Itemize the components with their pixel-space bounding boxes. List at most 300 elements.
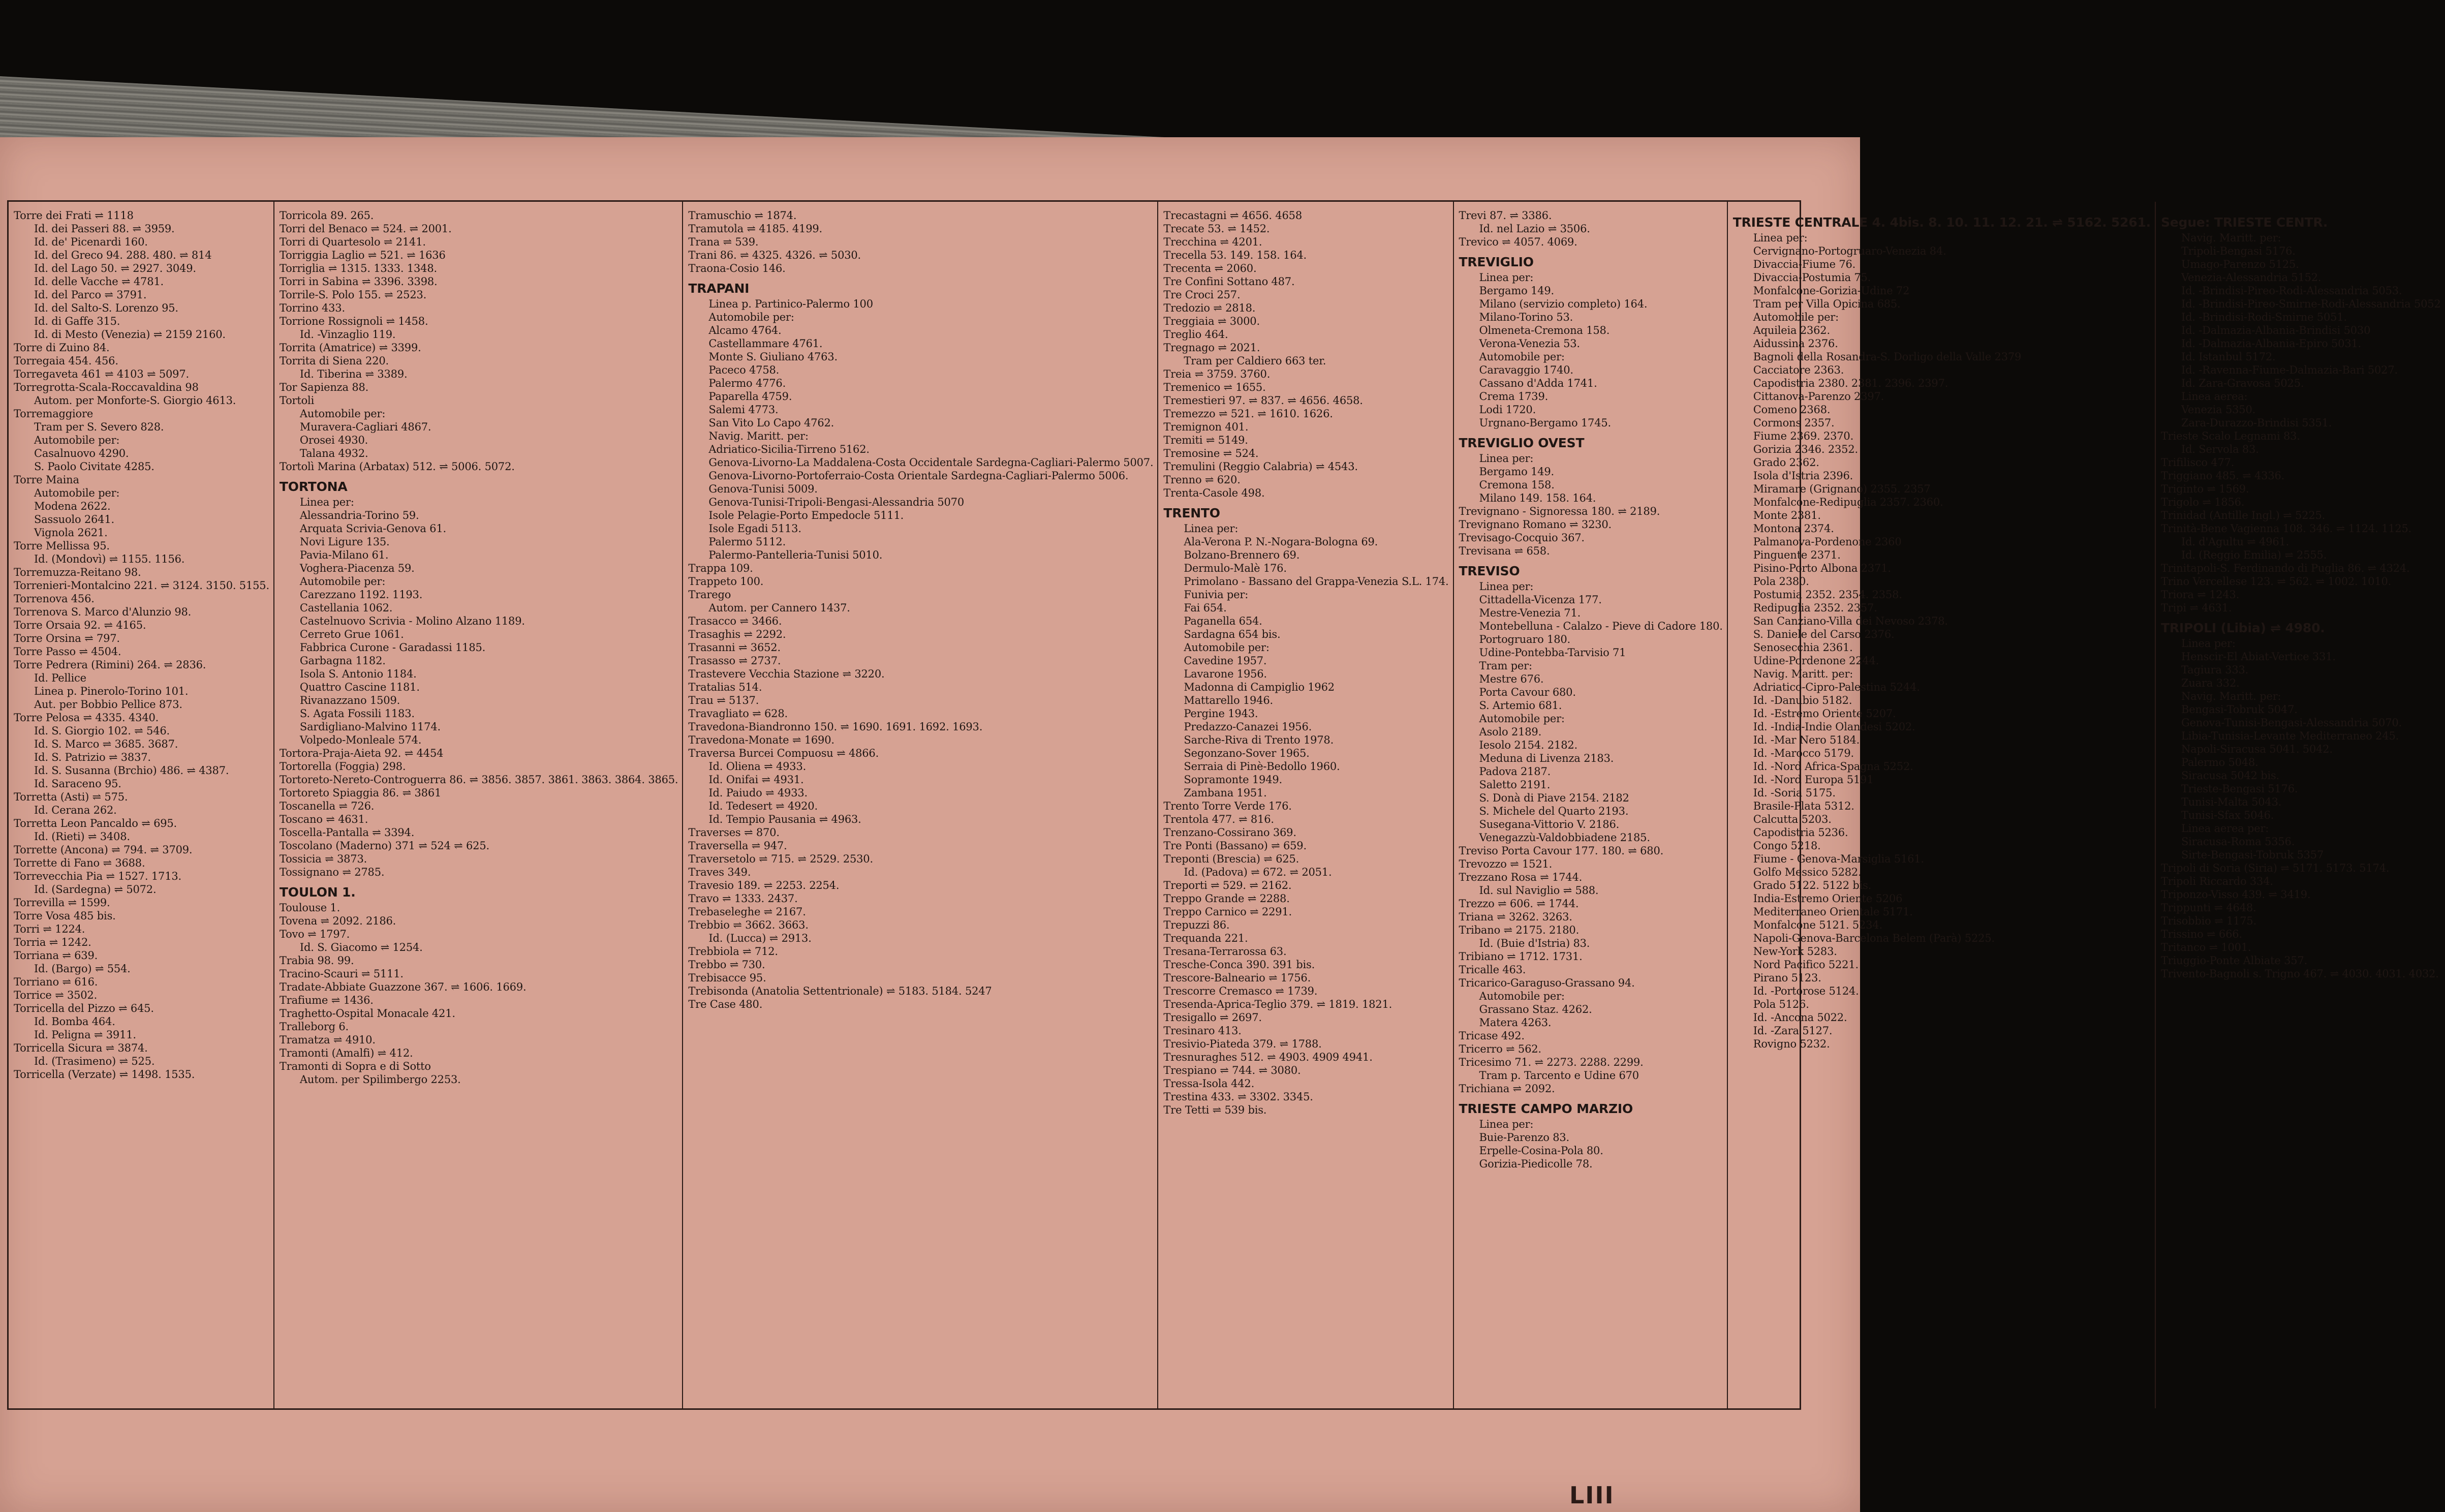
index-subentry: Zuara 332.: [2181, 677, 2240, 689]
index-subentry: Id. Servola 83.: [2181, 443, 2259, 455]
index-subentry: Castellania 1062.: [299, 602, 393, 614]
index-entry: Trevisana ⇌ 658.: [1459, 545, 1550, 557]
index-subentry: Quattro Cascine 1181.: [299, 681, 420, 693]
index-subentry: Id. -Brindisi-Pireo-Rodi-Alessandria 5053.: [2181, 285, 2402, 297]
index-entry: Tremignon 401.: [1163, 421, 1249, 433]
index-subentry: Cassano d'Adda 1741.: [1479, 377, 1597, 389]
index-entry: Tremenico ⇌ 1655.: [1163, 381, 1266, 393]
section-heading: TORTONA: [279, 479, 348, 494]
index-subentry: Id. Onifai ⇌ 4931.: [708, 774, 804, 786]
index-subentry: Segonzano-Sover 1965.: [1184, 747, 1310, 759]
section-heading: TRIESTE CAMPO MARZIO: [1459, 1101, 1633, 1116]
index-subentry: Pirano 5123.: [1753, 972, 1821, 984]
index-entry: Travedona-Monate ⇌ 1690.: [688, 734, 834, 746]
index-subentry: Id. di Mesto (Venezia) ⇌ 2159 2160.: [34, 328, 226, 341]
index-subentry: Automobile per:: [299, 408, 386, 420]
index-subentry: Cervignano-Portogruaro-Venezia 84.: [1753, 245, 1946, 257]
index-entry: Treporti ⇌ 529. ⇌ 2162.: [1163, 879, 1292, 891]
index-subentry: Navig. Maritt. per:: [2181, 690, 2281, 702]
index-subentry: Id. (Sardegna) ⇌ 5072.: [34, 883, 157, 896]
index-subentry: Montebelluna - Calalzo - Pieve di Cadore 180.: [1479, 620, 1723, 632]
index-subentry: Adriatico-Sicilia-Tirreno 5162.: [708, 443, 870, 455]
index-subentry: Matera 4263.: [1479, 1016, 1552, 1029]
index-entry: Trecenta ⇌ 2060.: [1163, 262, 1257, 274]
index-entry: Trento Torre Verde 176.: [1163, 800, 1292, 812]
index-subentry: Montona 2374.: [1753, 522, 1834, 535]
index-entry: Treglio 464.: [1163, 328, 1228, 341]
index-subentry: Susegana-Vittorio V. 2186.: [1479, 818, 1620, 830]
index-subentry: Id. S. Patrizio ⇌ 3837.: [34, 751, 151, 763]
index-subentry: Adriatico-Cipro-Palestina 5244.: [1753, 681, 1920, 693]
index-subentry: Autom. per Monforte-S. Giorgio 4613.: [34, 394, 236, 407]
index-entry: Tresinaro 413.: [1163, 1025, 1242, 1037]
index-entry: Torregaveta 461 ⇌ 4103 ⇌ 5097.: [14, 368, 189, 380]
index-entry: Torrile-S. Polo 155. ⇌ 2523.: [279, 289, 427, 301]
index-subentry: Id. -Estremo Oriente 5207.: [1753, 707, 1896, 720]
index-subentry: Id. (Trasimeno) ⇌ 525.: [34, 1055, 155, 1067]
index-subentry: Vignola 2621.: [34, 527, 108, 539]
index-entry: Trana ⇌ 539.: [688, 236, 759, 248]
index-entry: Tovo ⇌ 1797.: [279, 928, 350, 940]
index-subentry: Id. -India-Indie Olandesi 5202.: [1753, 721, 1915, 733]
index-subentry: Id. Oliena ⇌ 4933.: [708, 760, 807, 773]
index-subentry: Id. del Parco ⇌ 3791.: [34, 289, 147, 301]
index-entry: Triora ⇌ 1243.: [2160, 589, 2240, 601]
index-subentry: Bagnoli della Rosandra-S. Dorligo della Valle 2379: [1753, 351, 2022, 363]
section-heading: TREVIGLIO: [1459, 255, 1534, 269]
index-subentry: Id. Tempio Pausania ⇌ 4963.: [708, 813, 861, 825]
index-subentry: Grado 2362.: [1753, 456, 1819, 469]
index-subentry: Senosecchia 2361.: [1753, 641, 1853, 654]
index-subentry: San Canziano-Villa dei Nevoso 2378.: [1753, 615, 1948, 627]
index-entry: Trequanda 221.: [1163, 932, 1248, 944]
index-entry: Torre Mellissa 95.: [14, 540, 110, 552]
index-subentry: Modena 2622.: [34, 500, 111, 512]
index-subentry: Novi Ligure 135.: [299, 536, 390, 548]
index-entry: Trevisago-Cocquio 367.: [1459, 532, 1585, 544]
index-entry: Torremuzza-Reitano 98.: [14, 566, 141, 578]
index-subentry: Aquileia 2362.: [1753, 324, 1830, 336]
index-entry: Tresigallo ⇌ 2697.: [1163, 1011, 1262, 1024]
index-subentry: Automobile per:: [34, 434, 120, 446]
index-subentry: Monfalcone-Gorizia-Udine 72: [1753, 285, 1910, 297]
index-entry: Trebbiola ⇌ 712.: [688, 945, 778, 958]
index-entry: Traghetto-Ospital Monacale 421.: [279, 1007, 455, 1020]
page-number: LIII: [1569, 1482, 1615, 1509]
index-subentry: Paceco 4758.: [708, 364, 780, 376]
index-subentry: Id. nel Lazio ⇌ 3506.: [1479, 223, 1590, 235]
index-entry: Trau ⇌ 5137.: [688, 694, 759, 706]
index-subentry: Id. -Marocco 5179.: [1753, 747, 1854, 759]
index-subentry: Id. delle Vacche ⇌ 4781.: [34, 275, 164, 288]
index-entry: Torre Maina: [14, 474, 79, 486]
index-subentry: Aut. per Bobbio Pellice 873.: [34, 698, 182, 711]
index-column-5: [1454, 202, 1728, 1408]
index-entry: Tortora-Praja-Aieta 92. ⇌ 4454: [279, 747, 444, 759]
index-entry: Tresche-Conca 390. 391 bis.: [1163, 959, 1315, 971]
index-subentry: Id. de' Picenardi 160.: [34, 236, 148, 248]
index-entry: Torrino 433.: [279, 302, 345, 314]
index-subentry: Navig. Maritt. per:: [1753, 668, 1853, 680]
index-entry: Treponti (Brescia) ⇌ 625.: [1163, 853, 1299, 865]
index-entry: Trieste Scalo Legnami 83.: [2160, 430, 2300, 442]
index-subentry: Id. Istanbul 5172.: [2181, 351, 2276, 363]
index-subentry: Nord Pacifico 5221.: [1753, 959, 1859, 971]
index-subentry: S. Donà di Piave 2154. 2182: [1479, 792, 1629, 804]
index-subentry: Venezia 5350.: [2181, 404, 2256, 416]
index-subentry: Saletto 2191.: [1479, 779, 1551, 791]
index-entry: Torre Orsina ⇌ 797.: [14, 632, 120, 644]
index-entry: Tresenda-Aprica-Teglio 379. ⇌ 1819. 1821.: [1163, 998, 1392, 1010]
index-entry: Travo ⇌ 1333. 2437.: [688, 892, 798, 905]
index-entry: Torriggia Laglio ⇌ 521. ⇌ 1636: [279, 249, 446, 261]
index-subentry: Fiume - Genova-Marsiglia 5161.: [1753, 853, 1924, 865]
index-subentry: Id. S. Marco ⇌ 3685. 3687.: [34, 738, 178, 750]
index-subentry: Verona-Venezia 53.: [1479, 337, 1580, 350]
index-subentry: Id. d'Agultu ⇌ 4961.: [2181, 536, 2289, 548]
index-subentry: Tram per S. Severo 828.: [34, 421, 164, 433]
index-subentry: Dermulo-Malè 176.: [1184, 562, 1287, 574]
index-entry: Trevozzo ⇌ 1521.: [1459, 858, 1553, 870]
index-entry: Tor Sapienza 88.: [279, 381, 369, 393]
index-subentry: Bergamo 149.: [1479, 285, 1554, 297]
index-subentry: Linea aerea per:: [2181, 822, 2269, 835]
index-subentry: Fabbrica Curone - Garadassi 1185.: [299, 641, 486, 654]
index-entry: Torri di Quartesolo ⇌ 2141.: [279, 236, 426, 248]
index-subentry: Talana 4932.: [299, 447, 368, 459]
index-subentry: Lodi 1720.: [1479, 404, 1536, 416]
index-entry: Tremiti ⇌ 5149.: [1163, 434, 1248, 446]
index-entry: Tracino-Scauri ⇌ 5111.: [279, 968, 404, 980]
index-subentry: Sardagna 654 bis.: [1184, 628, 1281, 640]
index-entry: Torrenova S. Marco d'Alunzio 98.: [14, 606, 192, 618]
index-subentry: Id. (Padova) ⇌ 672. ⇌ 2051.: [1184, 866, 1332, 878]
index-subentry: Cacciatore 2363.: [1753, 364, 1844, 376]
index-entry: Trichiana ⇌ 2092.: [1459, 1083, 1555, 1095]
index-subentry: Linea p. Pinerolo-Torino 101.: [34, 685, 189, 697]
index-entry: Torrevecchia Pia ⇌ 1527. 1713.: [14, 870, 182, 882]
index-subentry: Id. Peligna ⇌ 3911.: [34, 1029, 136, 1041]
index-subentry: Id. Tedesert ⇌ 4920.: [708, 800, 818, 812]
index-subentry: Mestre-Venezia 71.: [1479, 607, 1581, 619]
index-entry: Trecastagni ⇌ 4656. 4658: [1163, 209, 1302, 222]
index-entry: Torre di Zuino 84.: [14, 342, 110, 354]
index-subentry: Automobile per:: [1184, 641, 1270, 654]
index-entry: Torrenieri-Montalcino 221. ⇌ 3124. 3150. 5155.: [14, 579, 269, 592]
index-entry: Toscella-Pantalla ⇌ 3394.: [279, 826, 415, 839]
index-subentry: Portogruaro 180.: [1479, 633, 1570, 645]
index-subentry: Mediterraneo Orientale 5171.: [1753, 906, 1913, 918]
index-entry: Toulouse 1.: [279, 902, 341, 914]
index-entry: Trevignano Romano ⇌ 3230.: [1459, 518, 1612, 531]
index-entry: Torretta (Asti) ⇌ 575.: [14, 791, 128, 803]
index-entry: Trescorre Cremasco ⇌ 1739.: [1163, 985, 1318, 997]
index-entry: Triggiano 485. ⇌ 4336.: [2160, 470, 2285, 482]
section-heading: TRIESTE CENTRALE 4. 4bis. 8. 10. 11. 12. 21. ⇌ 5162. 5261.: [1732, 215, 2151, 230]
index-subentry: Id. del Lago 50. ⇌ 2927. 3049.: [34, 262, 196, 274]
index-subentry: Siracusa-Roma 5356.: [2181, 836, 2295, 848]
index-subentry: Linea per:: [1479, 1118, 1534, 1130]
index-entry: Tressa-Isola 442.: [1163, 1077, 1255, 1090]
index-entry: Tortoreto Spiaggia 86. ⇌ 3861: [279, 787, 442, 799]
index-entry: Trevignano - Signoressa 180. ⇌ 2189.: [1459, 505, 1660, 517]
index-entry: Trecchina ⇌ 4201.: [1163, 236, 1262, 248]
index-subentry: Cerreto Grue 1061.: [299, 628, 404, 640]
index-subentry: Alcamo 4764.: [708, 324, 782, 336]
index-entry: Tremezzo ⇌ 521. ⇌ 1610. 1626.: [1163, 408, 1333, 420]
index-subentry: Automobile per:: [708, 311, 794, 323]
index-subentry: Id. -Danubio 5182.: [1753, 694, 1852, 706]
index-subentry: Cavedine 1957.: [1184, 655, 1267, 667]
index-subentry: Id. -Nord Africa-Spagna 5252.: [1753, 760, 1913, 773]
index-entry: Trestina 433. ⇌ 3302. 3345.: [1163, 1091, 1313, 1103]
index-entry: Tortoreto-Nereto-Controguerra 86. ⇌ 3856. 3857. 3861. 3863. 3864. 3865.: [279, 774, 678, 786]
index-subentry: Milano 149. 158. 164.: [1479, 492, 1596, 504]
index-entry: Trevico ⇌ 4057. 4069.: [1459, 236, 1577, 248]
index-entry: Tricase 492.: [1459, 1030, 1525, 1042]
index-subentry: Ala-Verona P. N.-Nogara-Bologna 69.: [1184, 536, 1378, 548]
index-subentry: Id. S. Giorgio 102. ⇌ 546.: [34, 725, 170, 737]
index-subentry: Automobile per:: [34, 487, 120, 499]
index-entry: Torrette (Ancona) ⇌ 794. ⇌ 3709.: [14, 844, 193, 856]
index-subentry: Pavia-Milano 61.: [299, 549, 389, 561]
index-subentry: Predazzo-Canazei 1956.: [1184, 721, 1312, 733]
index-entry: Trenzano-Cossirano 369.: [1163, 826, 1296, 839]
index-entry: Tradate-Abbiate Guazzone 367. ⇌ 1606. 1669.: [279, 981, 527, 993]
index-subentry: Sardigliano-Malvino 1174.: [299, 721, 441, 733]
index-entry: Trabia 98. 99.: [279, 954, 354, 967]
index-entry: Tremulini (Reggio Calabria) ⇌ 4543.: [1163, 460, 1358, 473]
index-entry: Torrione Rossignoli ⇌ 1458.: [279, 315, 428, 327]
index-entry: Torricola 89. 265.: [279, 209, 374, 222]
index-entry: Torrette di Fano ⇌ 3688.: [14, 857, 145, 869]
index-subentry: Venegazzù-Valdobbiadene 2185.: [1479, 831, 1650, 844]
index-subentry: Muravera-Cagliari 4867.: [299, 421, 431, 433]
index-subentry: Id. -Soria 5175.: [1753, 787, 1836, 799]
index-entry: Tratalias 514.: [688, 681, 762, 693]
index-subentry: Id. -Dalmazia-Albania-Epiro 5031.: [2181, 337, 2362, 350]
index-entry: Triponzo-Visso 439. ⇌ 3419.: [2160, 888, 2311, 901]
index-column-4: [1158, 202, 1453, 1408]
index-subentry: Primolano - Bassano del Grappa-Venezia S.L. 174.: [1184, 575, 1449, 588]
index-entry: Torre Pedrera (Rimini) 264. ⇌ 2836.: [14, 659, 206, 671]
index-subentry: Id. S. Susanna (Brchio) 486. ⇌ 4387.: [34, 764, 229, 777]
index-subentry: Voghera-Piacenza 59.: [299, 562, 415, 574]
index-subentry: Palermo 5112.: [708, 536, 786, 548]
index-entry: Torrita di Siena 220.: [279, 355, 389, 367]
index-subentry: Monte S. Giuliano 4763.: [708, 351, 838, 363]
index-subentry: India-Estremo Oriente 5206: [1753, 892, 1903, 905]
index-subentry: Redipuglia 2352. 2357.: [1753, 602, 1877, 614]
index-subentry: Lavarone 1956.: [1184, 668, 1267, 680]
index-entry: Trepuzzi 86.: [1163, 919, 1230, 931]
index-entry: Travesio 189. ⇌ 2253. 2254.: [688, 879, 840, 891]
index-subentry: Id. -Vinzaglio 119.: [299, 328, 396, 341]
index-entry: Tricalle 463.: [1459, 964, 1526, 976]
index-entry: Trasacco ⇌ 3466.: [688, 615, 782, 627]
index-subentry: Pola 5126.: [1753, 998, 1809, 1010]
index-entry: Trevi 87. ⇌ 3386.: [1459, 209, 1552, 222]
index-entry: Trasanni ⇌ 3652.: [688, 641, 781, 654]
index-subentry: Buie-Parenzo 83.: [1479, 1131, 1569, 1144]
index-subentry: Linea per:: [1479, 452, 1534, 465]
index-subentry: Olmeneta-Cremona 158.: [1479, 324, 1610, 336]
index-subentry: Gorizia 2346. 2352.: [1753, 443, 1858, 455]
index-subentry: Id. -Nord Europa 5191: [1753, 774, 1874, 786]
index-entry: Trebisacce 95.: [688, 972, 766, 984]
index-subentry: Linea aerea:: [2181, 390, 2248, 403]
index-subentry: Brasile-Plata 5312.: [1753, 800, 1854, 812]
index-subentry: Genova-Tunisi 5009.: [708, 483, 818, 495]
index-subentry: Comeno 2368.: [1753, 404, 1831, 416]
index-entry: Torria ⇌ 1242.: [14, 936, 91, 948]
index-subentry: Id. Paiudo ⇌ 4933.: [708, 787, 808, 799]
index-subentry: Erpelle-Cosina-Pola 80.: [1479, 1145, 1603, 1157]
index-entry: Traverses ⇌ 870.: [688, 826, 780, 839]
index-subentry: Paganella 654.: [1184, 615, 1262, 627]
index-entry: Trani 86. ⇌ 4325. 4326. ⇌ 5030.: [688, 249, 861, 261]
index-subentry: Bolzano-Brennero 69.: [1184, 549, 1300, 561]
index-subentry: Gorizia-Piedicolle 78.: [1479, 1158, 1593, 1170]
index-subentry: Asolo 2189.: [1479, 726, 1542, 738]
index-entry: Torre Passo ⇌ 4504.: [14, 645, 121, 658]
index-entry: Tramonti (Amalfi) ⇌ 412.: [279, 1047, 413, 1059]
index-subentry: Automobile per:: [1479, 990, 1565, 1002]
index-subentry: Pergine 1943.: [1184, 707, 1258, 720]
index-subentry: Congo 5218.: [1753, 840, 1821, 852]
index-subentry: Id. Zara-Gravosa 5025.: [2181, 377, 2304, 389]
index-subentry: Id. -Brindisi-Rodi-Smirne 5051.: [2181, 311, 2347, 323]
index-subentry: Venezia-Alessandria 5152.: [2181, 271, 2322, 284]
index-entry: Traversa Burcei Compuosu ⇌ 4866.: [688, 747, 879, 759]
index-subentry: Id. Saraceno 95.: [34, 778, 121, 790]
index-subentry: Volpedo-Monleale 574.: [299, 734, 422, 746]
index-entry: Traona-Cosio 146.: [688, 262, 786, 274]
index-subentry: Linea per:: [1184, 522, 1239, 535]
index-subentry: Tripoli-Bengasi 5176.: [2181, 245, 2296, 257]
index-entry: Triuggio-Ponte Albiate 357.: [2160, 954, 2308, 967]
index-subentry: Id. sul Naviglio ⇌ 588.: [1479, 884, 1599, 897]
index-subentry: Crema 1739.: [1479, 390, 1549, 403]
index-entry: Trescore-Balneario ⇌ 1756.: [1163, 972, 1311, 984]
index-subentry: Id. -Zara 5127.: [1753, 1025, 1833, 1037]
index-subentry: Umago-Parenzo 5125.: [2181, 258, 2299, 270]
index-subentry: Id. S. Giacomo ⇌ 1254.: [299, 941, 423, 953]
index-entry: Traversetolo ⇌ 715. ⇌ 2529. 2530.: [688, 853, 873, 865]
index-subentry: Capodistria 5236.: [1753, 826, 1848, 839]
index-entry: Torri del Benaco ⇌ 524. ⇌ 2001.: [279, 223, 452, 235]
section-heading: TOULON 1.: [279, 885, 356, 900]
index-entry: Tritanco ⇌ 1001.: [2160, 941, 2251, 953]
index-entry: Treviso Porta Cavour 177. 180. ⇌ 680.: [1459, 845, 1664, 857]
index-entry: Tre Tetti ⇌ 539 bis.: [1163, 1104, 1267, 1116]
index-entry: Trino Vercellese 123. ⇌ 562. ⇌ 1002. 1010.: [2160, 575, 2392, 588]
index-entry: Tramuschio ⇌ 1874.: [688, 209, 797, 222]
index-subentry: Casalnuovo 4290.: [34, 447, 129, 459]
index-entry: Tripoli di Soria (Siria) ⇌ 5171. 5173. 5174.: [2160, 862, 2390, 874]
index-subentry: Bergamo 149.: [1479, 466, 1554, 478]
index-subentry: Arquata Scrivia-Genova 61.: [299, 522, 446, 535]
index-subentry: Postumia 2352. 2354. 2358.: [1753, 589, 1902, 601]
index-entry: Torricella (Verzate) ⇌ 1498. 1535.: [14, 1068, 195, 1081]
index-subentry: Funivia per:: [1184, 589, 1249, 601]
index-subentry: Zara-Durazzo-Brindisi 5351.: [2181, 417, 2332, 429]
index-entry: Tresivio-Piateda 379. ⇌ 1788.: [1163, 1038, 1322, 1050]
index-subentry: Garbagna 1182.: [299, 655, 386, 667]
index-subentry: Isole Pelagie-Porto Empedocle 5111.: [708, 509, 904, 521]
index-subentry: Madonna di Campiglio 1962: [1184, 681, 1335, 693]
index-entry: Tricarico-Garaguso-Grassano 94.: [1459, 977, 1635, 989]
index-subentry: Napoli-Genova-Barcelona Belem (Parà) 5225.: [1753, 932, 1995, 944]
index-subentry: Caravaggio 1740.: [1479, 364, 1573, 376]
index-entry: Trasaghis ⇌ 2292.: [688, 628, 786, 640]
index-subentry: Sassuolo 2641.: [34, 513, 114, 526]
index-subentry: Genova-Livorno-La Maddalena-Costa Occidentale Sardegna-Cagliari-Palermo 5007.: [708, 456, 1154, 469]
section-heading: TRENTO: [1163, 506, 1220, 520]
index-subentry: Tram per Caldiero 663 ter.: [1184, 355, 1326, 367]
index-entry: Torriana ⇌ 639.: [14, 949, 98, 962]
index-subentry: Id. -Portorose 5124.: [1753, 985, 1859, 997]
index-entry: Treggiaia ⇌ 3000.: [1163, 315, 1260, 327]
index-subentry: Navig. Maritt. per:: [2181, 232, 2281, 244]
index-subentry: Tagiura 333.: [2181, 664, 2249, 676]
index-subentry: Monfalcone 5121. 5234.: [1753, 919, 1882, 931]
index-subentry: Capodistria 2380. 2381. 2396. 2397.: [1753, 377, 1948, 389]
index-entry: Trisobbio ⇌ 1175.: [2160, 915, 2257, 927]
index-entry: Travagliato ⇌ 628.: [688, 707, 788, 720]
index-entry: Tribiano ⇌ 1712. 1731.: [1459, 950, 1583, 963]
index-subentry: Pola 2380.: [1753, 575, 1809, 588]
index-entry: Tramonti di Sopra e di Sotto: [279, 1060, 431, 1072]
index-subentry: Palermo 5048.: [2181, 756, 2258, 768]
index-subentry: Id. Bomba 464.: [34, 1015, 115, 1028]
index-subentry: Automobile per:: [1479, 351, 1565, 363]
index-subentry: Tram per Villa Opicina 685.: [1753, 298, 1901, 310]
index-subentry: Automobile per:: [1753, 311, 1839, 323]
index-entry: Trespiano ⇌ 744. ⇌ 3080.: [1163, 1064, 1301, 1076]
index-subentry: Id. (Bargo) ⇌ 554.: [34, 963, 131, 975]
index-page: [0, 137, 2441, 1512]
index-subentry: Mattarello 1946.: [1184, 694, 1273, 706]
index-entry: Treppo Carnico ⇌ 2291.: [1163, 906, 1292, 918]
index-subentry: Henscir-El Abiat-Vertice 331.: [2181, 651, 2336, 663]
index-entry: Torregrotta-Scala-Roccavaldina 98: [14, 381, 199, 393]
index-entry: Torre Pelosa ⇌ 4335. 4340.: [14, 712, 159, 724]
index-subentry: Udine-Pordenone 2244.: [1753, 655, 1879, 667]
index-subentry: Urgnano-Bergamo 1745.: [1479, 417, 1612, 429]
index-subentry: Sarche-Riva di Trento 1978.: [1184, 734, 1334, 746]
index-entry: Trinitapoli-S. Ferdinando di Puglia 86. ⇌ 4324.: [2160, 562, 2410, 574]
index-subentry: Tunisi-Sfax 5046.: [2181, 809, 2274, 821]
index-subentry: Linea per:: [1479, 271, 1534, 284]
index-subentry: Tunisi-Malta 5043.: [2181, 796, 2282, 808]
index-entry: Tre Croci 257.: [1163, 289, 1241, 301]
index-subentry: Id. (Buie d'Istria) 83.: [1479, 937, 1590, 949]
index-entry: Toscanella ⇌ 726.: [279, 800, 375, 812]
index-entry: Treia ⇌ 3759. 3760.: [1163, 368, 1271, 380]
index-subentry: Linea per:: [299, 496, 354, 508]
index-subentry: Linea per:: [1479, 580, 1534, 593]
index-subentry: Id. (Rieti) ⇌ 3408.: [34, 830, 130, 843]
index-subentry: Autom. per Spilimbergo 2253.: [299, 1073, 461, 1086]
index-subentry: Genova-Livorno-Portoferraio-Costa Orientale Sardegna-Cagliari-Palermo 5006.: [708, 470, 1129, 482]
index-entry: Tregnago ⇌ 2021.: [1163, 342, 1260, 354]
index-subentry: Tram per:: [1479, 660, 1532, 672]
index-column-1: [9, 202, 274, 1408]
index-subentry: Cittadella-Vicenza 177.: [1479, 594, 1602, 606]
index-entry: Trifilisco 477.: [2160, 456, 2235, 469]
index-subentry: Rovigno 5232.: [1753, 1038, 1830, 1050]
